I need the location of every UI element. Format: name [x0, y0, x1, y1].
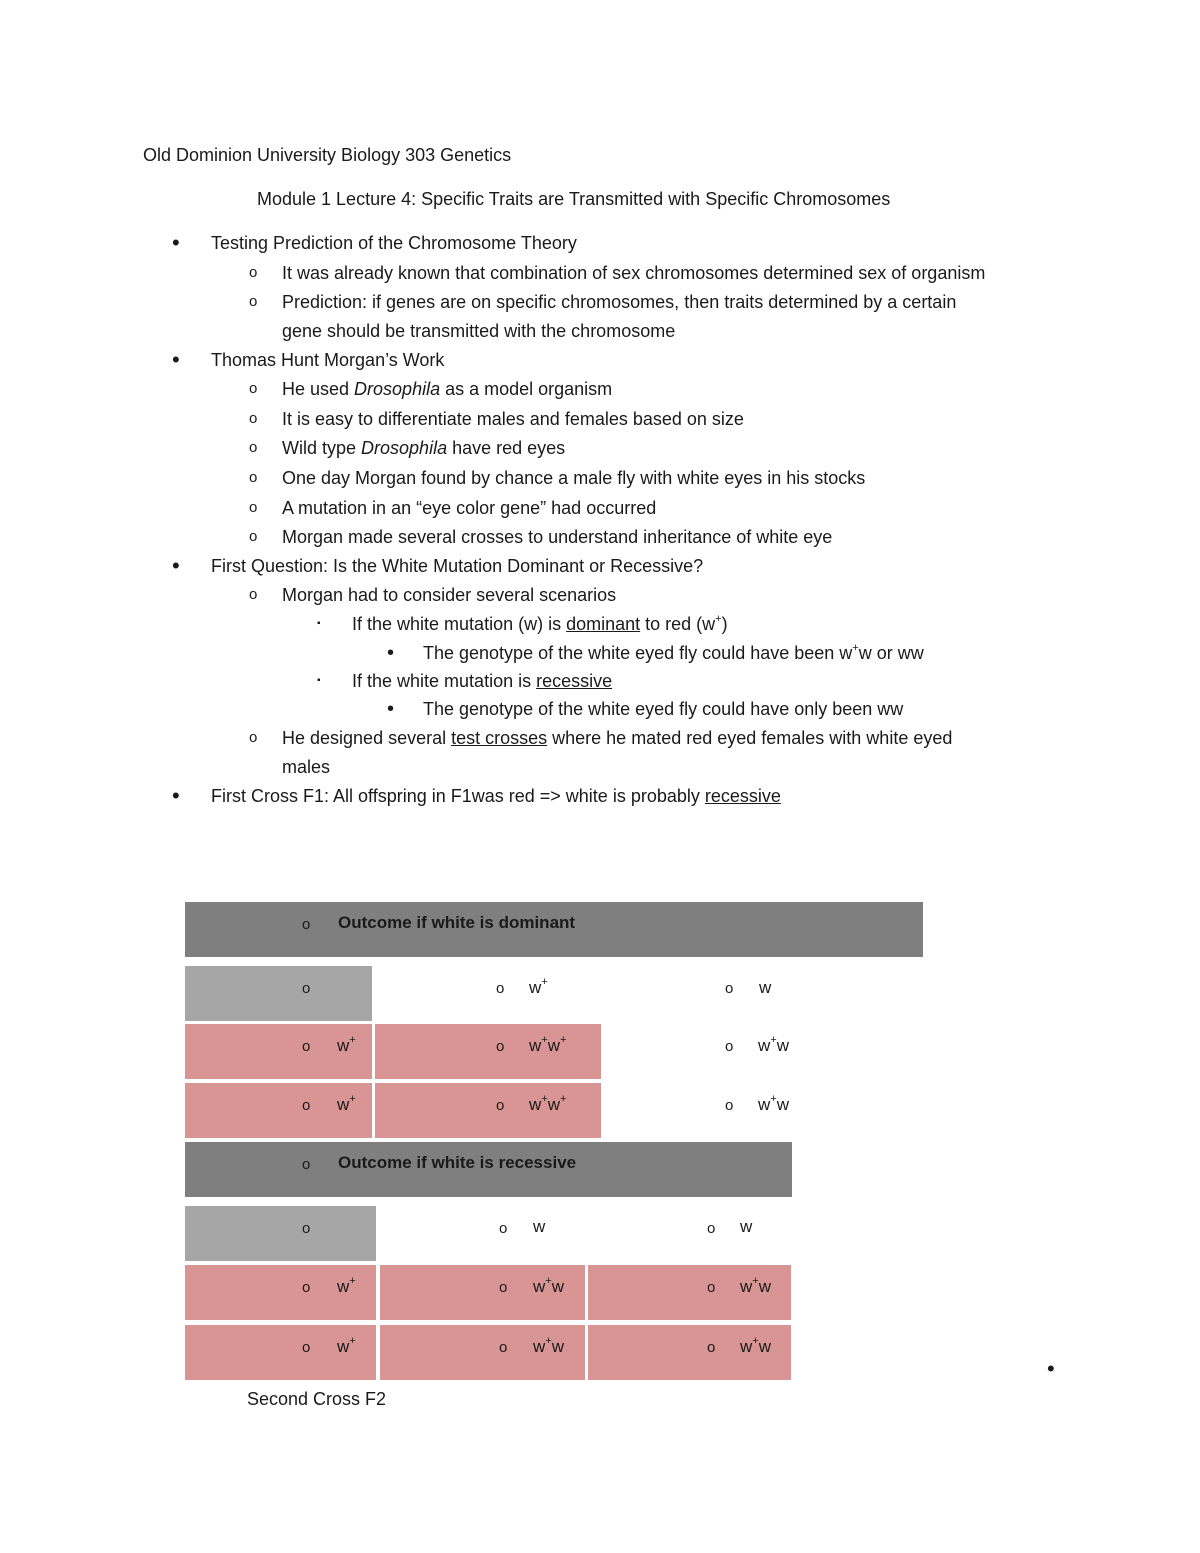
cell-bullet: o [302, 1220, 311, 1237]
table-title-row [185, 902, 923, 957]
bullet-marker: • [172, 553, 180, 578]
cell-value: w+w [740, 1335, 771, 1356]
sub-sub-bullet-marker: ▪ [317, 675, 321, 686]
cell-bullet: o [499, 1220, 508, 1237]
course-title: Old Dominion University Biology 303 Genetics [143, 145, 512, 165]
bullet-text: One day Morgan found by chance a male fly with white eyes in his stocks [282, 468, 866, 488]
cell-value: w [759, 978, 772, 997]
table-title: Outcome if white is recessive [338, 1153, 577, 1172]
sub-bullet-marker: o [249, 469, 258, 486]
table-row-header-cell [185, 1325, 376, 1380]
bullet-text: Thomas Hunt Morgan’s Work [211, 350, 445, 370]
cell-value: w+w [533, 1335, 564, 1356]
cell-bullet: o [496, 1097, 505, 1114]
cell-bullet: o [499, 1279, 508, 1296]
level4-bullet-marker: • [387, 642, 395, 664]
bullet-text: A mutation in an “eye color gene” had occurred [282, 498, 657, 518]
second-cross-label: Second Cross F2 [247, 1389, 387, 1409]
table-header-cell [587, 1206, 792, 1261]
cell-value: w+ [337, 1093, 356, 1114]
bullet-marker: • [172, 347, 180, 372]
sub-bullet-marker: o [249, 380, 258, 397]
bullet-marker: • [1047, 1356, 1055, 1381]
cell-bullet: o [496, 980, 505, 997]
table-header-cell [374, 966, 601, 1021]
sub-sub-bullet-marker: ▪ [317, 618, 321, 629]
table-cell [380, 1325, 585, 1380]
table-cell [588, 1265, 791, 1320]
cell-value: w+ [337, 1275, 356, 1296]
table-title: Outcome if white is dominant [338, 913, 576, 932]
cell-bullet: o [302, 1156, 311, 1173]
sub-bullet-marker: o [249, 293, 258, 310]
cell-bullet: o [707, 1339, 716, 1356]
table-row-header-cell [185, 1265, 376, 1320]
bullet-text: Morgan made several crosses to understand inheritance of white eye [282, 527, 833, 547]
table-cell [603, 1083, 923, 1138]
cell-value: w+ [337, 1034, 356, 1055]
cell-value: w+ [337, 1335, 356, 1356]
cell-value: w+w [740, 1275, 771, 1296]
bullet-text: The genotype of the white eyed fly could have been w+w or ww [423, 642, 924, 663]
cell-bullet: o [302, 980, 311, 997]
sub-bullet-marker: o [249, 410, 258, 427]
cell-bullet: o [302, 1279, 311, 1296]
cell-value: w+w+ [529, 1093, 567, 1114]
cell-bullet: o [302, 916, 311, 933]
cell-bullet: o [707, 1279, 716, 1296]
bullet-text: Prediction: if genes are on specific chromosomes, then traits determined by a certain [282, 292, 957, 312]
cell-value: w [533, 1217, 546, 1236]
cell-bullet: o [725, 1038, 734, 1055]
bullet-marker: • [172, 230, 180, 255]
table-header-cell [379, 1206, 585, 1261]
bullet-text: First Question: Is the White Mutation Dominant or Recessive? [211, 556, 704, 576]
table-row-header-cell [185, 1083, 372, 1138]
cell-value: w [740, 1217, 753, 1236]
cell-bullet: o [725, 980, 734, 997]
bullet-text: Wild type Drosophila have red eyes [282, 438, 566, 458]
cell-bullet: o [302, 1097, 311, 1114]
bullet-text: gene should be transmitted with the chromosome [282, 321, 676, 341]
bullet-text: Morgan had to consider several scenarios [282, 585, 617, 605]
table-header-cell [603, 966, 923, 1021]
level4-bullet-marker: • [387, 698, 395, 720]
bullet-marker: • [172, 783, 180, 808]
sub-bullet-marker: o [249, 499, 258, 516]
cell-value: w+ [529, 976, 548, 997]
table-cell [375, 1024, 601, 1079]
cell-value: w+w+ [529, 1034, 567, 1055]
table-cell [603, 1024, 923, 1079]
cell-bullet: o [302, 1038, 311, 1055]
cell-value: w+w [758, 1034, 789, 1055]
bullet-text: Testing Prediction of the Chromosome Theory [211, 233, 577, 253]
table-cell [375, 1083, 601, 1138]
bullet-text: The genotype of the white eyed fly could have only been ww [423, 699, 904, 719]
cell-bullet: o [496, 1038, 505, 1055]
sub-bullet-marker: o [249, 439, 258, 456]
cell-bullet: o [707, 1220, 716, 1237]
bullet-text: It was already known that combination of sex chromosomes determined sex of organism [282, 263, 986, 283]
table-title-row [185, 1142, 792, 1197]
table-cell [380, 1265, 585, 1320]
bullet-text: If the white mutation (w) is dominant to red (w+) [352, 613, 728, 634]
sub-bullet-marker: o [249, 729, 258, 746]
bullet-text: First Cross F1: All offspring in F1was red => white is probably recessive [211, 786, 781, 806]
table-corner-cell [185, 1206, 376, 1261]
sub-bullet-marker: o [249, 264, 258, 281]
cell-bullet: o [725, 1097, 734, 1114]
table-cell [588, 1325, 791, 1380]
lecture-title: Module 1 Lecture 4: Specific Traits are Transmitted with Specific Chromosomes [257, 189, 891, 209]
cell-bullet: o [499, 1339, 508, 1356]
bullet-text: It is easy to differentiate males and females based on size [282, 409, 744, 429]
bullet-text: He designed several test crosses where he mated red eyed females with white eyed [282, 728, 953, 748]
cell-value: w+w [758, 1093, 789, 1114]
cell-value: w+w [533, 1275, 564, 1296]
cell-bullet: o [302, 1339, 311, 1356]
sub-bullet-marker: o [249, 586, 258, 603]
table-row-header-cell [185, 1024, 372, 1079]
bullet-text: If the white mutation is recessive [352, 671, 613, 691]
table-corner-cell [185, 966, 372, 1021]
bullet-text: males [282, 757, 331, 777]
bullet-text: He used Drosophila as a model organism [282, 379, 613, 399]
sub-bullet-marker: o [249, 528, 258, 545]
